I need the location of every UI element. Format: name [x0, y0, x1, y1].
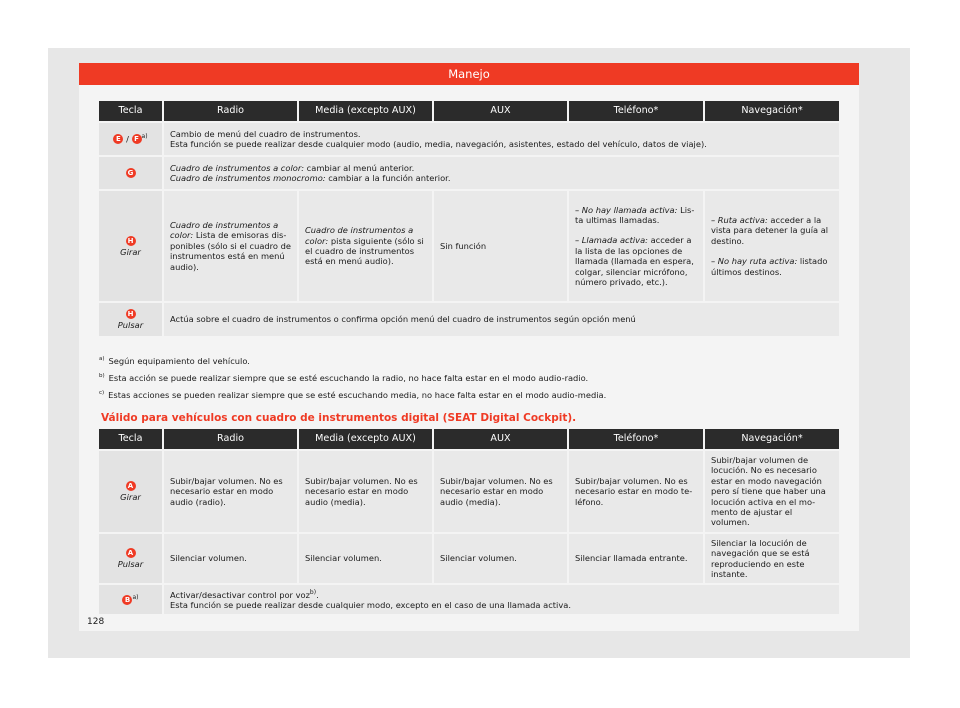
key-action-label: Pulsar: [117, 320, 144, 331]
description-cell: Actúa sobre el cuadro de instrumentos o confirma opción menú del cuadro de instrumentos según opción menú: [163, 302, 839, 336]
footnote-text: Estas acciones se pueden realizar siempre que se esté escuchando media, no hace falta estar en el modo audio-media.: [108, 390, 607, 400]
table-row: [99, 122, 839, 156]
footnotes: [99, 353, 839, 404]
italic-term: – No hay llamada activa:: [575, 204, 678, 215]
key-cell: [99, 302, 163, 336]
col-header-media: Media (excepto AUX): [298, 429, 433, 450]
footnote-text: Esta acción se puede realizar siempre que se esté escuchando la radio, no hace falta estar en el modo audio-radio.: [108, 373, 589, 383]
description-line: Esta función se puede realizar desde cualquier modo (audio, media, navegación, asistentes, estado del vehículo, datos de viaje).: [170, 139, 707, 149]
key-cell: [99, 122, 163, 156]
col-header-tecla: Tecla: [99, 429, 163, 450]
description-line: Cambio de menú del cuadro de instrumentos.: [170, 128, 361, 139]
description-text: cambiar al menú anterior.: [304, 162, 415, 173]
footnote-mark: a): [141, 132, 148, 140]
telefono-cell: Subir/bajar volumen. No es necesario estar en modo teléfono.: [568, 450, 704, 533]
key-action-label: Pulsar: [117, 559, 144, 570]
italic-term: – Llamada activa:: [575, 235, 648, 246]
footnote-mark: b): [309, 588, 317, 596]
footnote-mark: a): [99, 356, 105, 363]
navegacion-cell: Silenciar la locución de navegación que se está reproduciendo en este instante.: [704, 533, 839, 585]
description-cell: [163, 156, 839, 190]
col-header-aux: AUX: [433, 101, 568, 122]
col-header-radio: Radio: [163, 429, 298, 450]
footnote: [99, 387, 839, 404]
col-header-radio: Radio: [163, 101, 298, 122]
manual-page: [79, 63, 859, 631]
cell-text: acceder a la lista de las opciones de llamada (llamada en espera, colgar, silenciar micrófono, número privado, etc.).: [575, 235, 694, 288]
key-badge-g: G: [126, 168, 136, 178]
key-cell: [99, 450, 163, 533]
navegacion-cell: [704, 190, 839, 302]
table-row: [99, 302, 839, 336]
table-row: [99, 156, 839, 190]
table-header-row: [99, 429, 839, 450]
description-text: Activar/desactivar control por voz: [170, 589, 310, 600]
italic-term: Cuadro de instrumentos a color:: [305, 225, 414, 246]
italic-term: – No hay ruta activa:: [711, 256, 798, 267]
description-text: .: [316, 589, 319, 600]
key-cell: [99, 533, 163, 585]
key-badge-e: E: [113, 134, 123, 144]
footnote-mark: b): [99, 373, 105, 380]
col-header-tecla: Tecla: [99, 101, 163, 122]
radio-cell: Subir/bajar volumen. No es necesario estar en modo audio (radio).: [163, 450, 298, 533]
italic-term: Cuadro de instrumentos a color:: [170, 162, 305, 173]
footnote: [99, 370, 839, 387]
key-badge-a: A: [126, 481, 136, 491]
table-row: [99, 584, 839, 614]
section-subtitle: Válido para vehículos con cuadro de instrumentos digital (SEAT Digital Cockpit).: [101, 412, 577, 424]
key-action-label: Girar: [120, 246, 141, 257]
radio-cell: Silenciar volumen.: [163, 533, 298, 585]
aux-cell: Subir/bajar volumen. No es necesario estar en modo audio (media).: [433, 450, 568, 533]
key-badge-f: F: [132, 134, 142, 144]
key-badge-b: B: [122, 595, 132, 605]
footnote-mark: a): [132, 593, 139, 601]
key-cell: [99, 584, 163, 614]
table-row: [99, 450, 839, 533]
key-badge-h: H: [126, 309, 136, 319]
navegacion-cell: Subir/bajar volumen de locución. No es necesario estar en modo navegación pero sí tiene que haber una locución activa en el momento de ajustar el volumen.: [704, 450, 839, 533]
cell-text: Lista ultimas llamadas.: [575, 204, 695, 225]
table-row: [99, 533, 839, 585]
controls-table-1: [99, 101, 839, 336]
footnote-text: Según equipamiento del vehículo.: [108, 356, 250, 366]
telefono-cell: [568, 190, 704, 302]
table-row: [99, 190, 839, 302]
col-header-telefono: Teléfono*: [568, 101, 704, 122]
col-header-navegacion: Navegación*: [704, 429, 839, 450]
key-badge-h: H: [126, 236, 136, 246]
section-header: Manejo: [79, 63, 859, 85]
description-line: Esta función se puede realizar desde cualquier modo, excepto en el caso de una llamada activa.: [170, 599, 571, 610]
cell-text: pista siguiente (sólo si el cuadro de instrumentos está en menú audio).: [305, 235, 424, 267]
aux-cell: Sin función: [433, 190, 568, 302]
table-header-row: [99, 101, 839, 122]
cell-text: listado últimos destinos.: [711, 256, 828, 277]
col-header-telefono: Teléfono*: [568, 429, 704, 450]
key-cell: [99, 156, 163, 190]
footnote-mark: c): [99, 390, 105, 397]
italic-term: – Ruta activa:: [711, 214, 768, 225]
aux-cell: Silenciar volumen.: [433, 533, 568, 585]
footnote: [99, 353, 839, 370]
col-header-aux: AUX: [433, 429, 568, 450]
italic-term: Cuadro de instrumentos monocromo:: [170, 173, 326, 183]
cell-text: acceder a la vista para detener la guía al destino.: [711, 214, 829, 246]
col-header-navegacion: Navegación*: [704, 101, 839, 122]
col-header-media: Media (excepto AUX): [298, 101, 433, 122]
description-text: cambiar a la función anterior.: [325, 173, 451, 183]
media-cell: Subir/bajar volumen. No es necesario estar en modo audio (media).: [298, 450, 433, 533]
media-cell: Silenciar volumen.: [298, 533, 433, 585]
description-cell: [163, 122, 839, 156]
italic-term: Cuadro de instrumentos a color:: [170, 219, 279, 241]
cell-text: Lista de emisoras disponibles (sólo si el cuadro de instrumentos está en menú audio).: [170, 230, 291, 272]
description-cell: [163, 584, 839, 614]
controls-table-2: [99, 429, 839, 614]
media-cell: [298, 190, 433, 302]
key-action-label: Girar: [120, 491, 141, 502]
page-number: 128: [87, 617, 105, 627]
key-badge-a: A: [126, 548, 136, 558]
key-separator: /: [126, 133, 129, 144]
radio-cell: [163, 190, 298, 302]
telefono-cell: Silenciar llamada entrante.: [568, 533, 704, 585]
key-cell: [99, 190, 163, 302]
